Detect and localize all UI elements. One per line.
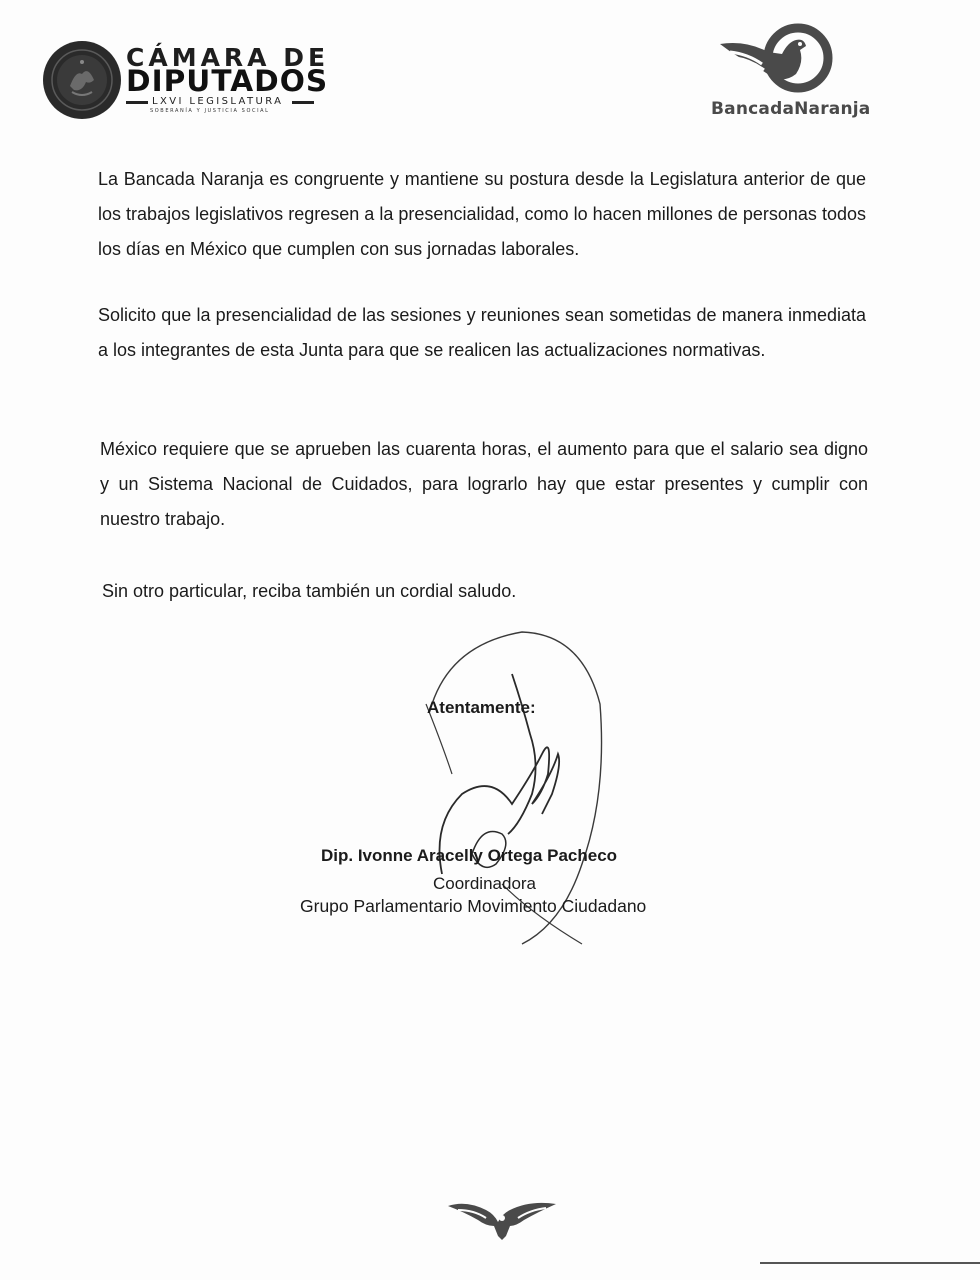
chamber-title: CÁMARA DE — [126, 43, 330, 72]
chamber-subtitle: DIPUTADOS — [126, 64, 329, 98]
legislature-label: LXVI LEGISLATURA — [152, 96, 284, 107]
eagle-logo-icon — [716, 22, 840, 100]
divider — [292, 101, 314, 104]
paragraph-4: Sin otro particular, reciba también un cordial saludo. — [102, 581, 517, 601]
paragraph-2: Solicito que la presencialidad de las sesiones y reuniones sean sometidas de manera inmediata a los integrantes de esta Junta para que se realicen las actualizaciones normativas. — [98, 305, 866, 360]
chamber-seal-icon — [42, 40, 122, 120]
legislature-row — [126, 96, 316, 108]
paragraph-1: La Bancada Naranja es congruente y mantiene su postura desde la Legislatura anterior de que los trabajos legislativos regresen a la presencialidad, como lo hacen millones de personas todos los días en México que cumplen con sus jornadas laborales. — [98, 169, 866, 259]
divider — [126, 101, 148, 104]
signer-name: Dip. Ivonne Aracelly Ortega Pacheco — [321, 846, 618, 865]
party-logo-text: BancadaNaranja — [711, 99, 871, 119]
chamber-motto: SOBERANÍA Y JUSTICIA SOCIAL — [150, 108, 270, 114]
closing-salutation: Atentamente: — [427, 698, 536, 717]
signer-role: Coordinadora — [433, 874, 537, 893]
eagle-emblem-icon — [446, 1196, 558, 1242]
footer-divider — [760, 1262, 980, 1264]
signer-group: Grupo Parlamentario Movimiento Ciudadano — [300, 896, 647, 916]
chamber-wordmark — [126, 43, 330, 118]
paragraph-3: México requiere que se aprueben las cuarenta horas, el aumento para que el salario sea digno y un Sistema Nacional de Cuidados, para lograrlo hay que estar presentes y cumplir con nuestro trabajo. — [100, 439, 868, 529]
